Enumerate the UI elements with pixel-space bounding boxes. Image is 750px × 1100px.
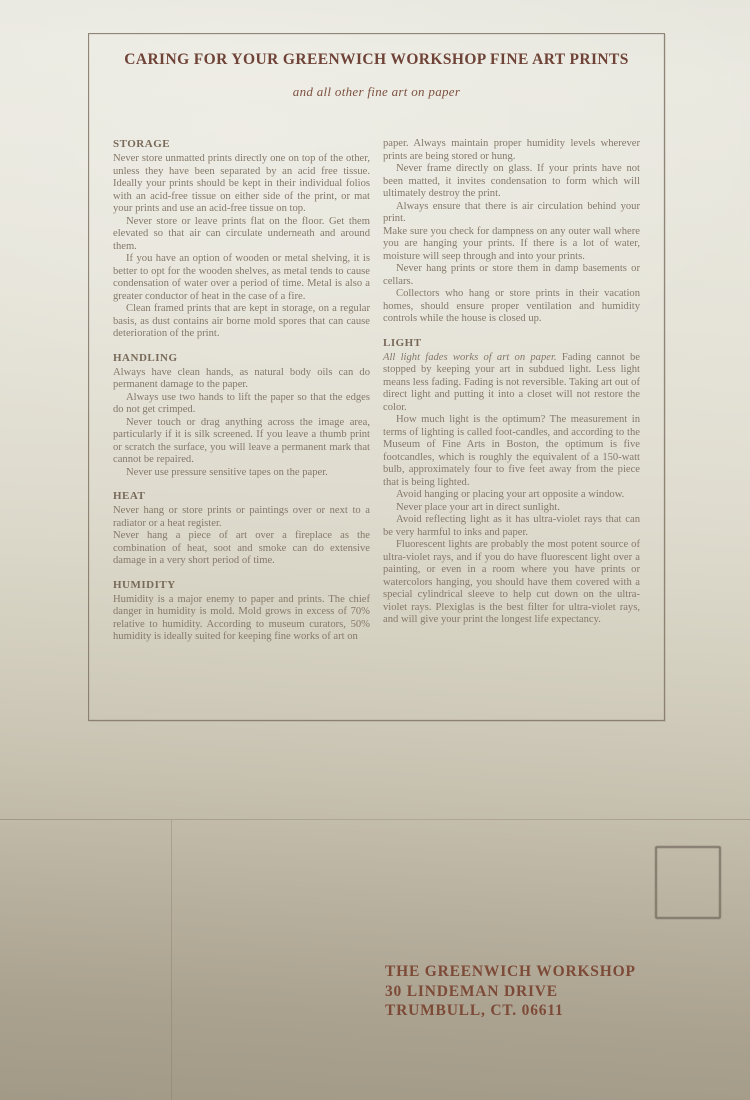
paragraph: Collectors who hang or store prints in their vacation homes, should ensure proper ventilation and humidity controls while the house is closed up. bbox=[383, 288, 640, 324]
lead-rest: Fading cannot be stopped by keeping your art in subdued light. Less light means less fading. Fading is not reversible. Taking art out of direct light and putting it into a closet will not restore the color. bbox=[383, 351, 640, 413]
paragraph: Never hang a piece of art over a fireplace as the combination of heat, soot and smoke can do extensive damage in a very short period of time. bbox=[113, 530, 370, 566]
paragraph: Never frame directly on glass. If your prints have not been matted, it invites condensation to form which will ultimately destroy the print. bbox=[383, 163, 640, 199]
paragraph: Never store or leave prints flat on the floor. Get them elevated so that air can circulate underneath and around them. bbox=[113, 215, 370, 252]
paragraph: Humidity is a major enemy to paper and prints. The chief danger in humidity is mold. Mold grows in excess of 70% relative to humidity. According to museum curators, 50% humidity is ideally suited for keeping fine works of art on bbox=[113, 593, 370, 642]
paragraph: Never store unmatted prints directly one on top of the other, unless they have been separated by an acid free tissue. Ideally your prints should be kept in their individual folios with an acid-free tissue on either side of the print, or mat your prints and use an acid-free tissue on top. bbox=[113, 153, 370, 214]
stamp-box bbox=[655, 846, 721, 919]
paragraph: Clean framed prints that are kept in storage, on a regular basis, as dust contains air borne mold spores that can cause deterioration of the print. bbox=[113, 303, 370, 339]
content-border-box bbox=[88, 33, 665, 721]
paragraph: How much light is the optimum? The measurement in terms of lighting is called foot-candles, and according to the Museum of Fine Arts in Boston, the optimum is five footcandles, which is roughly the equivalent of a 150-watt bulb, approximately four to five feet away from the piece that is being lighted. bbox=[383, 414, 640, 488]
section-heading-heat: HEAT bbox=[113, 490, 146, 502]
section-heading-humidity: HUMIDITY bbox=[113, 578, 176, 591]
section-heading-light: LIGHT bbox=[383, 336, 422, 349]
fold-crease-horizontal bbox=[0, 819, 750, 820]
paragraph: If you have an option of wooden or metal shelving, it is better to opt for the wooden shelves, as metal tends to cause condensation of water over a period of time. Metal is also a greater conductor of heat in the case of a fire. bbox=[113, 253, 370, 302]
paragraph: Always have clean hands, as natural body oils can do permanent damage to the paper. bbox=[113, 366, 370, 390]
section-heading-storage: STORAGE bbox=[113, 138, 171, 150]
paragraph: Always ensure that there is air circulation behind your print. bbox=[383, 200, 640, 224]
italic-lead-sentence: All light fades works of art on paper. bbox=[383, 351, 557, 363]
paragraph: paper. Always maintain proper humidity levels wherever prints are being stored or hung. bbox=[383, 138, 640, 162]
text-columns bbox=[89, 138, 664, 644]
fold-crease-vertical bbox=[171, 820, 172, 1100]
address-line-2: 30 LINDEMAN DRIVE bbox=[385, 982, 558, 1000]
paragraph: Fluorescent lights are probably the most potent source of ultra-violet rays, and if you do have fluorescent light over a painting, or even in a room where you have prints or watercolors hanging, you should have them covered with a special cylindrical sleeve to help cut down on the ultra-violet rays. Plexiglas is the best filter for ultra-violet rays, and will give your print the longest life expectancy. bbox=[383, 539, 640, 625]
paragraph: Never hang prints or store them in damp basements or cellars. bbox=[383, 263, 640, 287]
paragraph: Avoid reflecting light as it has ultra-violet rays that can be very harmful to inks and paper. bbox=[383, 514, 640, 538]
paragraph: Always use two hands to lift the paper so that the edges do not get crimped. bbox=[113, 391, 370, 415]
paragraph: Never use pressure sensitive tapes on the paper. bbox=[126, 466, 328, 478]
section-heading-handling: HANDLING bbox=[113, 351, 178, 364]
paragraph: Make sure you check for dampness on any outer wall where you are hanging your prints. If there is a lot of water, moisture will seep through and into your prints. bbox=[383, 225, 640, 262]
paragraph bbox=[383, 352, 640, 415]
paragraph: Never touch or drag anything across the image area, particularly if it is silk screened. If you leave a thumb print or scratch the surface, you will leave a permanent mark that cannot be repaired. bbox=[113, 416, 370, 465]
left-column bbox=[113, 138, 370, 644]
mailing-address bbox=[385, 962, 636, 1021]
address-line-3: TRUMBULL, CT. 06611 bbox=[385, 1002, 564, 1019]
address-line-1: THE GREENWICH WORKSHOP bbox=[385, 963, 636, 980]
right-column bbox=[383, 138, 640, 644]
paragraph: Avoid hanging or placing your art opposite a window. bbox=[396, 489, 625, 500]
paragraph: Never hang or store prints or paintings over or next to a radiator or a heat register. bbox=[113, 505, 370, 529]
paragraph: Never place your art in direct sunlight. bbox=[396, 501, 560, 513]
page-title: CARING FOR YOUR GREENWICH WORKSHOP FINE ART PRINTS bbox=[124, 51, 629, 68]
page-subtitle: and all other fine art on paper bbox=[292, 84, 461, 99]
